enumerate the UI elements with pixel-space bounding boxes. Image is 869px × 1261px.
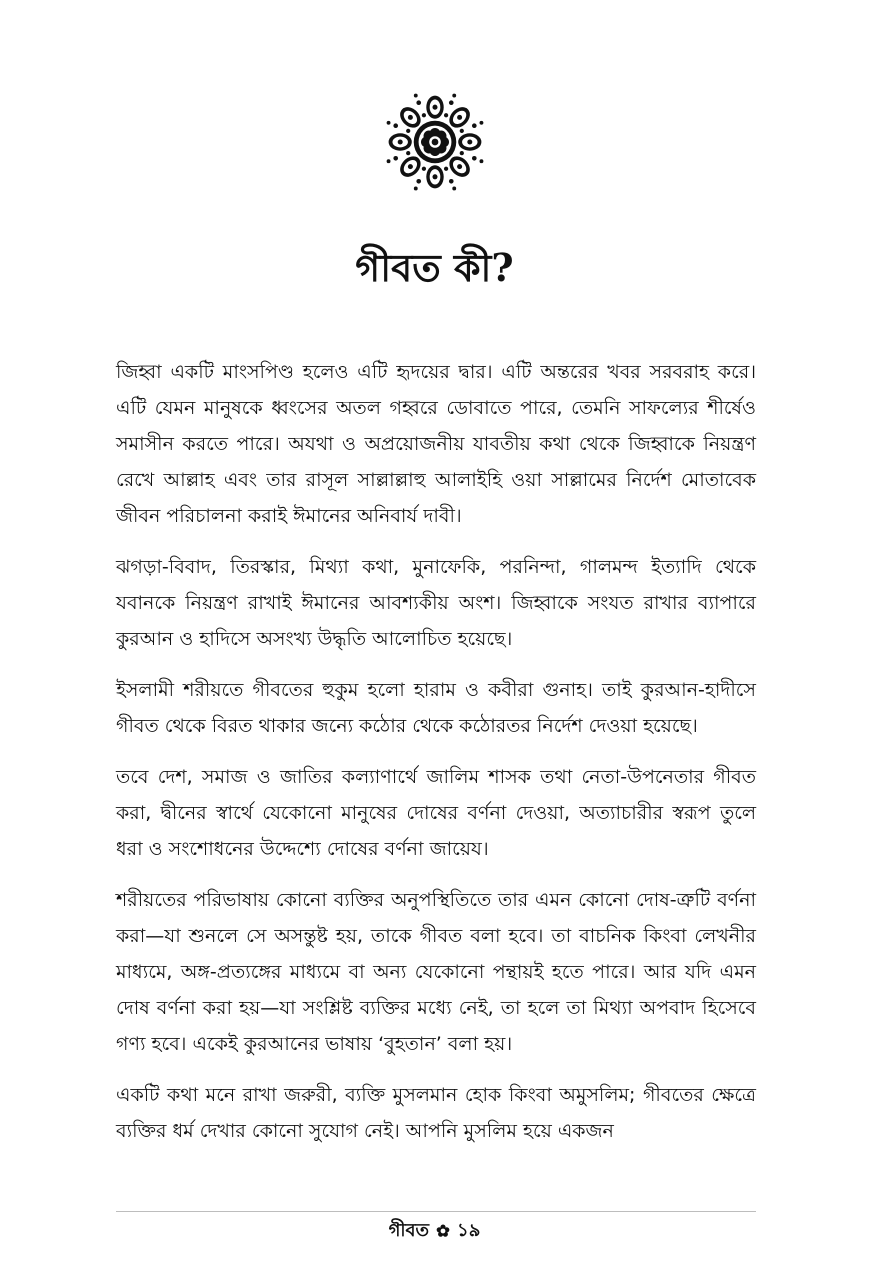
flower-ornament-icon [435,1223,451,1239]
paragraph-5: শরীয়তের পরিভাষায় কোনো ব্যক্তির অনুপস্থিতিতে তার এমন কোনো দোষ-ত্রুটি বর্ণনা করা—যা শুনলে সে অসন্তুষ্ট হয়, তাকে গীবত বলা হবে। তা বাচনিক কিংবা লেখনীর মাধ্যমে, অঙ্গ-প্রত্যঙ্গের মাধ্যমে বা অন্য যেকোনো পন্থায়ই হতে পারে। আর যদি এমন দোষ বর্ণনা করা হয়—যা সংশ্লিষ্ট ব্যক্তির মধ্যে নেই, তা হলে তা মিথ্যা অপবাদ হিসেবে গণ্য হবে। একেই কুরআনের ভাষায় ‘বুহতান’ বলা হয়। [116,889,756,1055]
footer-divider [116,1211,756,1212]
paragraph-3: ইসলামী শরীয়তে গীবতের হুকুম হলো হারাম ও কবীরা গুনাহ। তাই কুরআন-হাদীসে গীবত থেকে বিরত থাকার জন্যে কঠোর থেকে কঠোরতর নির্দেশ দেওয়া হয়েছে। [116,679,756,737]
paragraph-1: জিহ্বা একটি মাংসপিণ্ড হলেও এটি হৃদয়ের দ্বার। এটি অন্তরের খবর সরবরাহ করে। এটি যেমন মানুষকে ধ্বংসের অতল গহ্বরে ডোবাতে পারে, তেমনি সাফল্যের শীর্ষেও সমাসীন করতে পারে। অযথা ও অপ্রয়োজনীয় যাবতীয় কথা থেকে জিহ্বাকে নিয়ন্ত্রণ রেখে আল্লাহ এবং তার রাসূল সাল্লাল্লাহু আলাইহি ওয়া সাল্লামের নির্দেশ মোতাবেক জীবন পরিচালনা করাই ঈমানের অনিবার্য দাবী। [116,361,756,527]
page-footer [0,1216,869,1246]
paragraph-4: তবে দেশ, সমাজ ও জাতির কল্যাণার্থে জালিম শাসক তথা নেতা-উপনেতার গীবত করা, দ্বীনের স্বার্থে যেকোনো মানুষের দোষের বর্ণনা দেওয়া, অত্যাচারীর স্বরূপ তুলে ধরা ও সংশোধনের উদ্দেশ্যে দোষের বর্ণনা জায়েয। [116,766,756,860]
paragraph-6: একটি কথা মনে রাখা জরুরী, ব্যক্তি মুসলমান হোক কিংবা অমুসলিম; গীবতের ক্ষেত্রে ব্যক্তির ধর্ম দেখার কোনো সুযোগ নেই। আপনি মুসলিম হয়ে একজন [116,1084,756,1142]
page-number: ১৯ [457,1220,481,1241]
chapter-title: গীবত কী? [355,245,514,290]
paragraph-2: ঝগড়া-বিবাদ, তিরস্কার, মিথ্যা কথা, মুনাফেকি, পরনিন্দা, গালমন্দ ইত্যাদি থেকে যবানকে নিয়ন্ত্রণ রাখাই ঈমানের আবশ্যকীয় অংশ। জিহ্বাকে সংযত রাখার ব্যাপারে কুরআন ও হাদিসে অসংখ্য উদ্ধৃতি আলোচিত হয়েছে। [116,556,756,650]
running-title: গীবত [388,1220,430,1241]
body-text [116,354,756,1164]
mandala-ornament-icon [377,84,493,200]
